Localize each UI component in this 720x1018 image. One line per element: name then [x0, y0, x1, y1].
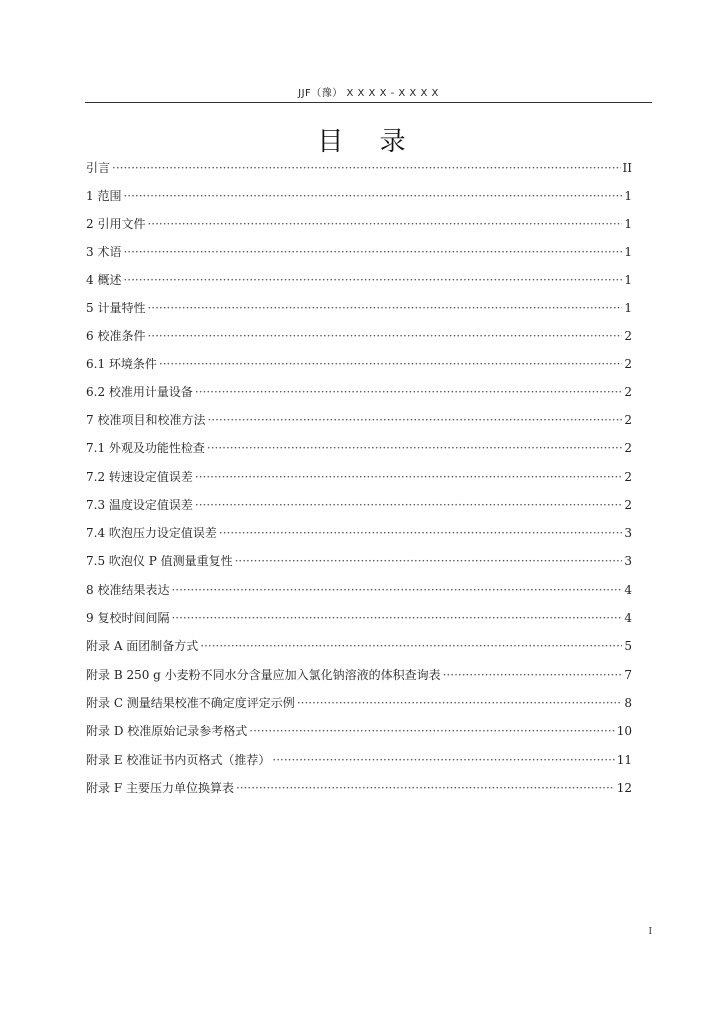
toc-entry-label: 附录 D 校准原始记录参考格式	[86, 724, 248, 739]
toc-entry-label: 2 引用文件	[86, 217, 146, 231]
toc-leader-dots	[171, 609, 622, 627]
toc-entry-page: 1	[624, 189, 632, 203]
toc-entry[interactable]	[86, 187, 632, 215]
toc-entry-label: 6.1 环境条件	[86, 357, 157, 371]
toc-entry-page: 1	[624, 245, 632, 259]
toc-entry-page: 2	[624, 385, 632, 399]
toc-entry-label: 附录 B 250 g 小麦粉不同水分含量应加入氯化钠溶液的体积查询表	[86, 667, 441, 682]
toc-entry-label: 8 校准结果表达	[86, 582, 170, 597]
toc-entry-label: 1 范围	[86, 189, 122, 203]
toc-entry[interactable]	[86, 666, 632, 694]
toc-entry-page: II	[622, 161, 632, 175]
toc-leader-dots	[147, 215, 622, 233]
toc-entry-label: 9 复校时间间隔	[86, 611, 170, 626]
toc-entry[interactable]	[86, 637, 632, 665]
toc-leader-dots	[249, 722, 614, 740]
toc-entry[interactable]	[86, 411, 632, 439]
toc-leader-dots	[171, 581, 622, 599]
toc-entry-page: 2	[624, 329, 632, 343]
toc-leader-dots	[297, 694, 623, 712]
toc-leader-dots	[159, 355, 622, 373]
table-of-contents	[86, 159, 632, 807]
toc-entry-label: 6.2 校准用计量设备	[86, 385, 193, 399]
toc-entry-page: 12	[616, 780, 632, 795]
toc-entry-page: 8	[624, 695, 632, 710]
toc-entry[interactable]	[86, 439, 632, 467]
toc-entry[interactable]	[86, 779, 632, 807]
toc-leader-dots	[112, 159, 621, 177]
toc-leader-dots	[443, 666, 623, 684]
running-header: JJF（豫） X X X X - X X X X	[298, 88, 439, 99]
toc-entry-page: 2	[624, 497, 632, 512]
toc-entry-page: 1	[624, 301, 632, 315]
toc-entry-label: 4 概述	[86, 273, 122, 287]
toc-leader-dots	[272, 751, 614, 769]
toc-entry-page: 3	[624, 526, 632, 541]
toc-entry-page: 11	[616, 752, 632, 767]
toc-entry[interactable]	[86, 609, 632, 637]
toc-leader-dots	[235, 552, 623, 570]
toc-entry[interactable]	[86, 722, 632, 750]
toc-entry[interactable]	[86, 299, 632, 327]
toc-entry-page: 4	[624, 582, 632, 597]
toc-entry[interactable]	[86, 355, 632, 383]
toc-entry-label: 附录 E 校准证书内页格式（推荐）	[86, 752, 271, 767]
toc-entry[interactable]	[86, 327, 632, 355]
toc-entry-page: 2	[624, 357, 632, 371]
toc-leader-dots	[207, 439, 622, 457]
toc-entry[interactable]	[86, 524, 632, 552]
toc-entry-label: 附录 C 测量结果校准不确定度评定示例	[86, 695, 295, 710]
toc-entry[interactable]	[86, 271, 632, 299]
toc-entry-page: 3	[624, 554, 632, 569]
toc-entry-label: 7.5 吹泡仪 P 值测量重复性	[86, 554, 233, 569]
page-title: 目 录	[317, 127, 420, 157]
toc-entry-label: 7.3 温度设定值误差	[86, 497, 193, 512]
toc-entry-label: 5 计量特性	[86, 301, 146, 315]
toc-entry-label: 引言	[86, 161, 111, 175]
toc-entry[interactable]	[86, 159, 632, 187]
toc-leader-dots	[147, 299, 622, 317]
toc-leader-dots	[147, 327, 622, 345]
toc-entry-page: 2	[624, 441, 632, 456]
toc-leader-dots	[123, 271, 622, 289]
toc-entry-label: 7 校准项目和校准方法	[86, 413, 206, 427]
toc-entry[interactable]	[86, 383, 632, 411]
toc-leader-dots	[219, 524, 622, 542]
toc-entry-page: 2	[624, 413, 632, 427]
toc-entry[interactable]	[86, 552, 632, 580]
toc-entry[interactable]	[86, 468, 632, 496]
toc-leader-dots	[123, 243, 622, 261]
toc-leader-dots	[195, 496, 622, 514]
toc-entry-label: 附录 A 面团制备方式	[86, 639, 199, 654]
toc-entry[interactable]	[86, 581, 632, 609]
toc-entry-label: 附录 F 主要压力单位换算表	[86, 780, 234, 795]
toc-entry[interactable]	[86, 215, 632, 243]
toc-leader-dots	[207, 411, 622, 429]
toc-entry[interactable]	[86, 694, 632, 722]
header-rule	[85, 102, 652, 103]
toc-leader-dots	[236, 779, 615, 797]
footer-page-number: I	[648, 927, 652, 937]
toc-entry-label: 7.4 吹泡压力设定值误差	[86, 526, 217, 541]
toc-entry-label: 7.2 转速设定值误差	[86, 469, 193, 484]
toc-leader-dots	[195, 383, 622, 401]
toc-entry-page: 1	[624, 273, 632, 287]
toc-entry-label: 3 术语	[86, 245, 122, 259]
toc-entry[interactable]	[86, 243, 632, 271]
toc-leader-dots	[195, 468, 622, 486]
toc-entry-page: 7	[624, 667, 632, 682]
toc-entry-label: 7.1 外观及功能性检查	[86, 441, 205, 456]
toc-entry-page: 5	[624, 639, 632, 654]
toc-leader-dots	[123, 187, 622, 205]
toc-entry[interactable]	[86, 496, 632, 524]
toc-entry-label: 6 校准条件	[86, 329, 146, 343]
toc-entry-page: 2	[624, 469, 632, 484]
toc-entry-page: 4	[624, 611, 632, 626]
toc-entry-page: 1	[624, 217, 632, 231]
toc-entry-page: 10	[616, 724, 632, 739]
toc-leader-dots	[200, 637, 622, 655]
toc-entry[interactable]	[86, 751, 632, 779]
